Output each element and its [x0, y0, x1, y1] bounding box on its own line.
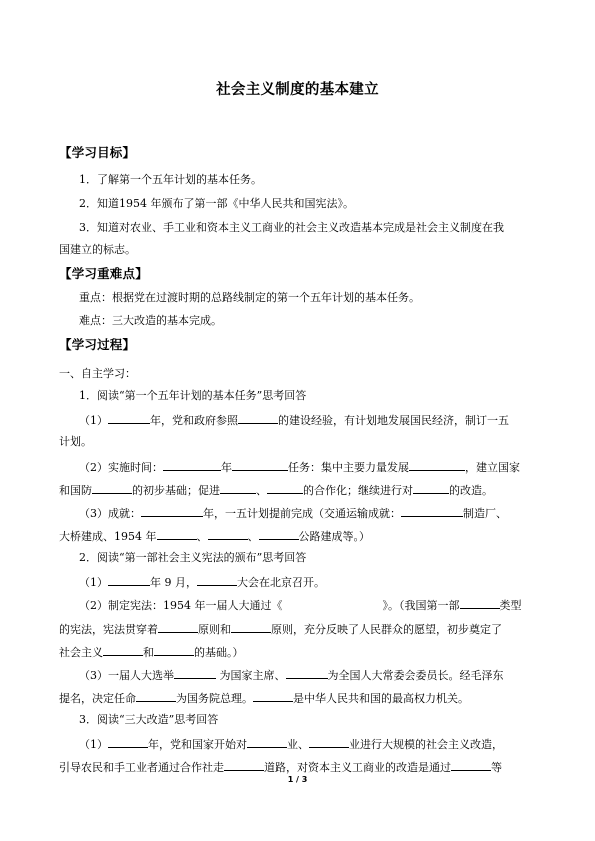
fill-blank[interactable]: [108, 412, 150, 424]
fill-blank[interactable]: [232, 459, 288, 471]
key-point-focus: 重点：根据党在过渡时期的总路线制定的第一个五年计划的基本任务。: [79, 291, 420, 304]
question-2-item-2: （2）制定宪法：1954 年一届人大通过《 》。（我国第一部 类型: [79, 599, 522, 612]
question-1-item-3: （3）成就： 年，一五计划提前完成（交通运输成就： 制造厂、: [79, 507, 507, 520]
fill-blank[interactable]: [409, 459, 465, 471]
page-number: 1 / 3: [287, 775, 308, 784]
fill-blank[interactable]: [460, 597, 500, 609]
question-1-item-2: （2）实施时间： 年 任务：集中主要力量发展 ，建立国家: [79, 461, 520, 474]
section-self-study: 一、自主学习：: [59, 367, 136, 380]
question-2-prompt: 2．阅读“第一部社会主义宪法的颁布”思考回答: [79, 551, 307, 564]
question-2-item-2-end: 社会主义 和 的基础。）: [59, 646, 244, 659]
fill-blank[interactable]: [247, 736, 287, 748]
fill-blank[interactable]: [157, 528, 197, 540]
question-2-item-3-continued: 提名，决定任命 为国务院总理。 是中华人民共和国的最高权力机关。: [59, 692, 469, 705]
fill-blank[interactable]: [286, 667, 328, 679]
question-1-item-1-continued: 计划。: [59, 435, 92, 448]
fill-blank[interactable]: [267, 482, 303, 494]
fill-blank[interactable]: [309, 736, 349, 748]
question-1-item-3-continued: 大桥建成、1954 年 、 、 公路建成等。）: [59, 530, 370, 543]
question-3-item-1-continued: 引导农民和手工业者通过合作社走 道路，对资本主义工商业的改造是通过 等: [59, 761, 502, 774]
heading-key-points: 【学习重难点】: [59, 266, 148, 281]
fill-blank[interactable]: [163, 459, 221, 471]
fill-blank[interactable]: [259, 528, 299, 540]
key-point-difficulty: 难点：三大改造的基本完成。: [79, 314, 222, 327]
goal-3-continued: 国建立的标志。: [59, 243, 136, 256]
question-2-item-3: （3）一届人大选举 为国家主席、 为全国人大常委会委员长。经毛泽东: [79, 669, 504, 682]
fill-blank[interactable]: [92, 482, 132, 494]
fill-blank[interactable]: [141, 505, 203, 517]
fill-blank[interactable]: [108, 736, 148, 748]
question-1-item-2-continued: 和国防 的初步基础；促进 、 的合作化；继续进行对 的改造。: [59, 484, 493, 497]
heading-learning-process: 【学习过程】: [59, 337, 136, 352]
fill-blank[interactable]: [220, 482, 256, 494]
fill-blank[interactable]: [197, 574, 237, 586]
fill-blank[interactable]: [253, 690, 293, 702]
fill-blank[interactable]: [231, 621, 271, 633]
question-2-item-1: （1） 年 9 月， 大会在北京召开。: [79, 576, 325, 589]
fill-blank[interactable]: [136, 690, 176, 702]
page-title: 社会主义制度的基本建立: [216, 82, 379, 98]
heading-learning-goals: 【学习目标】: [59, 145, 136, 160]
question-1-item-1: （1） 年，党和政府参照 的建设经验，有计划地发展国民经济，制订一五: [79, 414, 509, 427]
question-3-item-1: （1） 年，党和国家开始对 业、 业进行大规模的社会主义改造，: [79, 738, 503, 751]
question-2-item-2-continued: 的宪法，宪法贯穿着 原则和 原则，充分反映了人民群众的愿望，初步奠定了: [59, 623, 502, 636]
goal-2: 2．知道1954 年颁布了第一部《中华人民共和国宪法》。: [79, 197, 354, 210]
fill-blank[interactable]: [108, 574, 150, 586]
goal-1: 1．了解第一个五年计划的基本任务。: [79, 173, 262, 186]
fill-blank[interactable]: [174, 667, 216, 679]
fill-blank[interactable]: [208, 528, 248, 540]
goal-3: 3．知道对农业、手工业和资本主义工商业的社会主义改造基本完成是社会主义制度在我: [79, 221, 504, 234]
fill-blank[interactable]: [224, 759, 264, 771]
question-1-prompt: 1．阅读“第一个五年计划的基本任务”思考回答: [79, 389, 307, 402]
fill-blank[interactable]: [451, 759, 491, 771]
question-3-prompt: 3．阅读“三大改造”思考回答: [79, 713, 219, 726]
fill-blank[interactable]: [413, 482, 449, 494]
fill-blank[interactable]: [401, 505, 463, 517]
fill-blank[interactable]: [158, 621, 198, 633]
fill-blank[interactable]: [103, 644, 143, 656]
fill-blank[interactable]: [238, 412, 278, 424]
fill-blank[interactable]: [154, 644, 194, 656]
